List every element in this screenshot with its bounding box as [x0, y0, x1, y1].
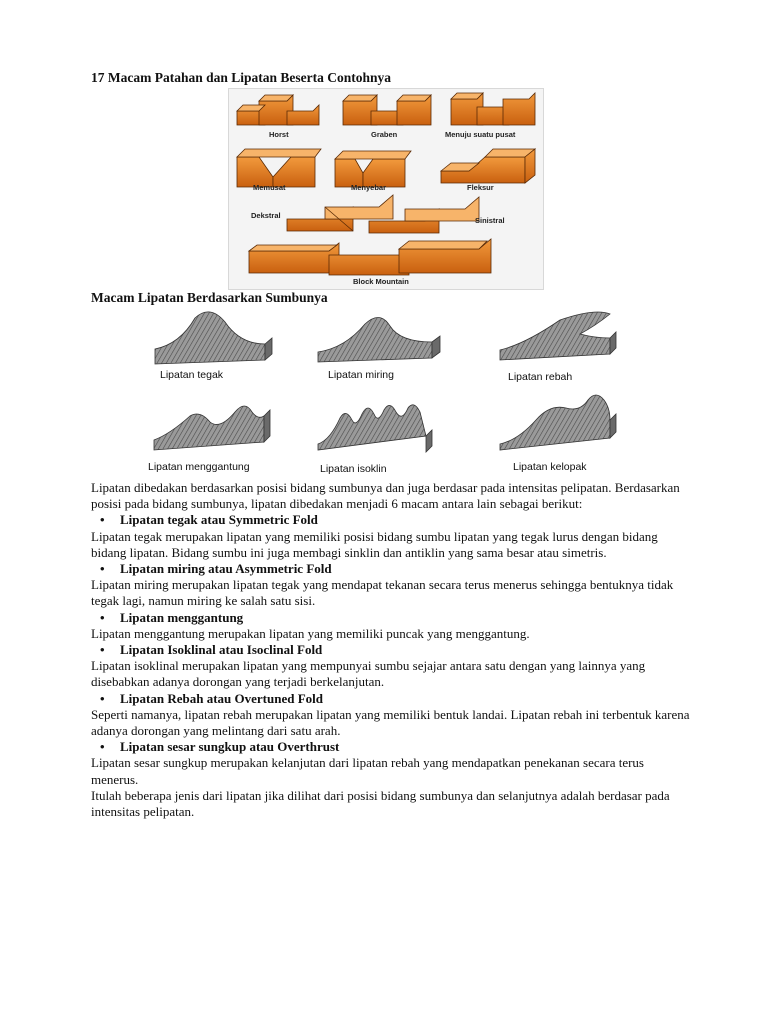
list-item-heading [91, 610, 691, 626]
bullet: • [100, 739, 105, 755]
fold-menggantung-label: Lipatan menggantung [148, 461, 250, 473]
fold-menggantung-drawing [154, 406, 270, 450]
memusat-label: Memusat [253, 183, 286, 192]
block-mountain-label: Block Mountain [353, 277, 409, 286]
graben-block [343, 95, 431, 125]
item-heading: Lipatan miring atau Asymmetric Fold [120, 561, 332, 577]
fold-tegak-drawing [155, 312, 272, 364]
fold-kelopak-label: Lipatan kelopak [513, 461, 587, 473]
fold-tegak-label: Lipatan tegak [160, 369, 224, 381]
dekstral-label: Dekstral [251, 211, 281, 220]
item-heading: Lipatan Isoklinal atau Isoclinal Fold [120, 642, 323, 658]
fold-isoklin-drawing [318, 405, 432, 452]
list-item-heading [91, 642, 691, 658]
fold-type-list [91, 642, 691, 658]
intro-paragraph: Lipatan dibedakan berdasarkan posisi bidang sumbunya dan juga berdasar pada intensitas pelipatan. Berdasarkan posisi pada bidang sumbunya, lipatan dibedakan menjadi 6 macam antara lain sebagai berikut: [91, 480, 680, 512]
fold-type-list [91, 691, 691, 707]
fold-type-list [91, 610, 691, 626]
item-heading: Lipatan tegak atau Symmetric Fold [120, 512, 318, 528]
sinistral-label: Sinistral [475, 216, 505, 225]
menuju-block [451, 93, 535, 125]
list-item-heading [91, 561, 691, 577]
block-mountain-block [249, 239, 491, 275]
menuju-label: Menuju suatu pusat [445, 130, 516, 139]
fold-rebah-label: Lipatan rebah [508, 371, 573, 383]
horst-block [237, 95, 319, 125]
item-heading: Lipatan sesar sungkup atau Overthrust [120, 739, 340, 755]
fold-drawings [140, 304, 630, 480]
fold-miring-drawing [318, 317, 440, 362]
item-paragraph: Lipatan tegak merupakan lipatan yang memiliki posisi bidang sumbu lipatan yang tegak lurus dengan bidang bidang lipatan. Bidang sumbu ini juga membagi sinklin dan antiklin yang sama besar atau simetris. [91, 528, 658, 560]
bullet: • [100, 609, 105, 625]
fleksur-label: Fleksur [467, 183, 494, 192]
article-body [91, 480, 691, 820]
bullet: • [100, 512, 105, 528]
fleksur-block [441, 149, 535, 183]
fold-rebah-drawing [500, 312, 616, 360]
menyebar-block [335, 151, 411, 187]
list-item-heading [91, 691, 691, 707]
page-title: 17 Macam Patahan dan Lipatan Beserta Contohnya [91, 70, 392, 85]
fold-type-list [91, 512, 691, 528]
item-paragraph: Seperti namanya, lipatan rebah merupakan lipatan yang memiliki bentuk landai. Lipatan rebah ini terbentuk karena adanya dorongan yang melintang dari satu arah. [91, 706, 690, 739]
list-item-heading [91, 739, 691, 755]
fold-types-figure [140, 304, 630, 480]
list-item-heading [91, 512, 691, 528]
fold-kelopak-drawing [500, 395, 616, 450]
item-paragraph: Lipatan isoklinal merupakan lipatan yang mempunyai sumbu sejajar antara satu dengan yang lainnya yang disebabkan adanya dorongan yang terjadi berkelanjutan. [91, 658, 646, 690]
item-paragraph: Lipatan sesar sungkup merupakan kelanjutan dari lipatan rebah yang mendapatkan penekanan secara terus menerus. [91, 755, 644, 787]
item-heading: Lipatan Rebah atau Overtuned Fold [120, 690, 323, 706]
horst-label: Horst [269, 130, 289, 139]
item-paragraph: Lipatan miring merupakan lipatan tegak yang mendapat tekanan secara terus menerus sehingga bentuknya tidak tegak lagi, namun miring ke salah satu sisi. [91, 577, 674, 609]
bullet: • [100, 642, 105, 658]
bullet: • [100, 561, 105, 577]
bullet: • [100, 690, 105, 706]
fault-types-figure [228, 88, 544, 290]
item-paragraph: Lipatan menggantung merupakan lipatan yang memiliki puncak yang menggantung. [91, 625, 530, 641]
item-heading: Lipatan menggantung [120, 609, 244, 625]
fold-isoklin-label: Lipatan isoklin [320, 463, 387, 475]
graben-label: Graben [371, 130, 398, 139]
memusat-block [237, 149, 321, 187]
menyebar-label: Menyebar [351, 183, 387, 192]
fold-type-list [91, 739, 691, 755]
fold-miring-label: Lipatan miring [328, 369, 394, 381]
closing-paragraph: Itulah beberapa jenis dari lipatan jika dilihat dari posisi bidang sumbunya dan selanjutnya adalah berdasar pada intensitas pelipatan. [91, 787, 670, 820]
section-heading: Macam Lipatan Berdasarkan Sumbunya [91, 290, 328, 305]
fold-type-list [91, 561, 691, 577]
